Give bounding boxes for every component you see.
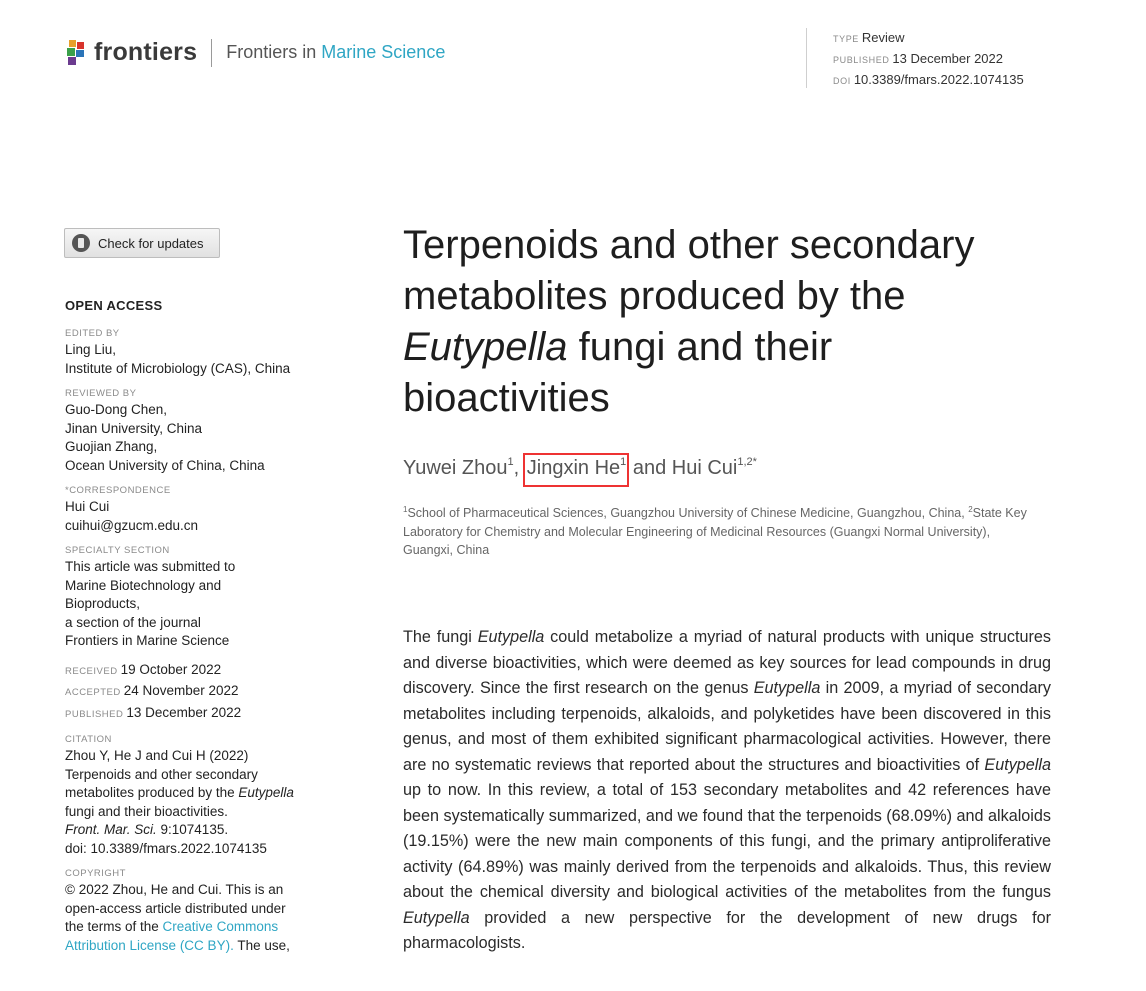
journal-name: Frontiers in Marine Science [226,42,446,62]
open-access-label: OPEN ACCESS [65,298,163,313]
received-date: RECEIVED 19 October 2022 [65,661,222,677]
copyright: COPYRIGHT © 2022 Zhou, He and Cui. This is an open-access article distributed under the terms of the Creative Commons Attribution License (CC BY). The use, [65,868,290,953]
abstract: The fungi Eutypella could metabolize a myriad of natural products with unique structures and diverse bioactivities, which were deemed as key sources for lead compounds in drug discovery. Since the first research on the genus Eutypella in 2009, a myriad of secondary metabolites including terpenoids, alkaloids, and polyketides have been discovered in this genus, and most of them exhibited significant pharmacological activities. However, there are no systematic reviews that reported about the structures and bioactivities of Eutypella up to now. In this review, a total of 153 secondary metabolites and 42 references have been systematically summarized, and we found that the terpenoids (68.09%) and alkaloids (19.15%) were the new main components of this fungi, and the primary antiproliferative activity (64.89%) was mainly derived from the terpenoids and alkaloids. Thus, this review about the chemical diversity and biological activities of the metabolites from the fungus Eutypella provided a new perspective for the development of new drugs for pharmacologists. [403,628,1051,952]
sidebar [65,298,325,964]
affiliations: $^1$School of Pharmaceutical Sciences, Guangzhou University of Chinese Medicine, Guangzhou, China, $^2$State Key Laboratory for Chemistry and Molecular Engineering of Medicinal Resources (Guangxi Normal University), Guangxi, China [403,505,1027,558]
article-title: Terpenoids and other secondary metabolites produced by the Eutypella fungi and their bioactivities [403,223,975,420]
doi[interactable]: DOI 10.3389/fmars.2022.1074135 [833,72,1024,87]
citation: CITATION Zhou Y, He J and Cui H (2022) Terpenoids and other secondary metabolites produced by the Eutypella fungi and their bioactivities. Front. Mar. Sci. 9:1074135. doi: 10.3389/fmars.2022.1074135 [65,734,294,856]
frontiers-logo[interactable] [66,38,445,67]
author-list: Yuwei Zhou$^1$, Jingxin He$^1$ and Hui Cui$^{1,2*}$ [403,456,757,480]
author-cui[interactable]: Hui Cui [671,457,738,479]
check-for-updates-button[interactable]: Check for updates [64,228,220,258]
published-date: PUBLISHED 13 December 2022 [833,51,1003,66]
accepted-date: ACCEPTED 24 November 2022 [65,683,239,698]
author-he-highlighted[interactable]: Jingxin He$^1$ [525,455,628,485]
crossmark-icon [72,234,90,252]
cc-license-link[interactable]: Creative Commons [162,919,279,934]
article-meta [806,28,1024,88]
correspondence: *CORRESPONDENCE Hui Cui cuihui@gzucm.edu.cn [65,484,325,535]
article-dates [65,660,325,725]
published-date-sidebar: PUBLISHED 13 December 2022 [65,704,242,720]
article-type: TYPE Review [833,30,905,45]
reviewed-by: REVIEWED BY Guo-Dong Chen, Jinan University, China Guojian Zhang, Ocean University of China, China [65,388,265,473]
author-zhou[interactable]: Yuwei Zhou [403,457,508,479]
correspondence-email[interactable]: cuihui@gzucm.edu.cn [65,517,199,533]
edited-by: EDITED BY Ling Liu, Institute of Microbiology (CAS), China [65,328,291,376]
frontiers-logo-icon [66,40,88,66]
logo-text: frontiers [94,38,198,66]
specialty-section: SPECIALTY SECTION This article was submitted to Marine Biotechnology and Bioproducts, a section of the journal Frontiers in Marine Science [65,545,236,648]
cc-license-link-cont[interactable]: Attribution License (CC BY). [65,937,234,953]
logo-divider [211,39,212,67]
